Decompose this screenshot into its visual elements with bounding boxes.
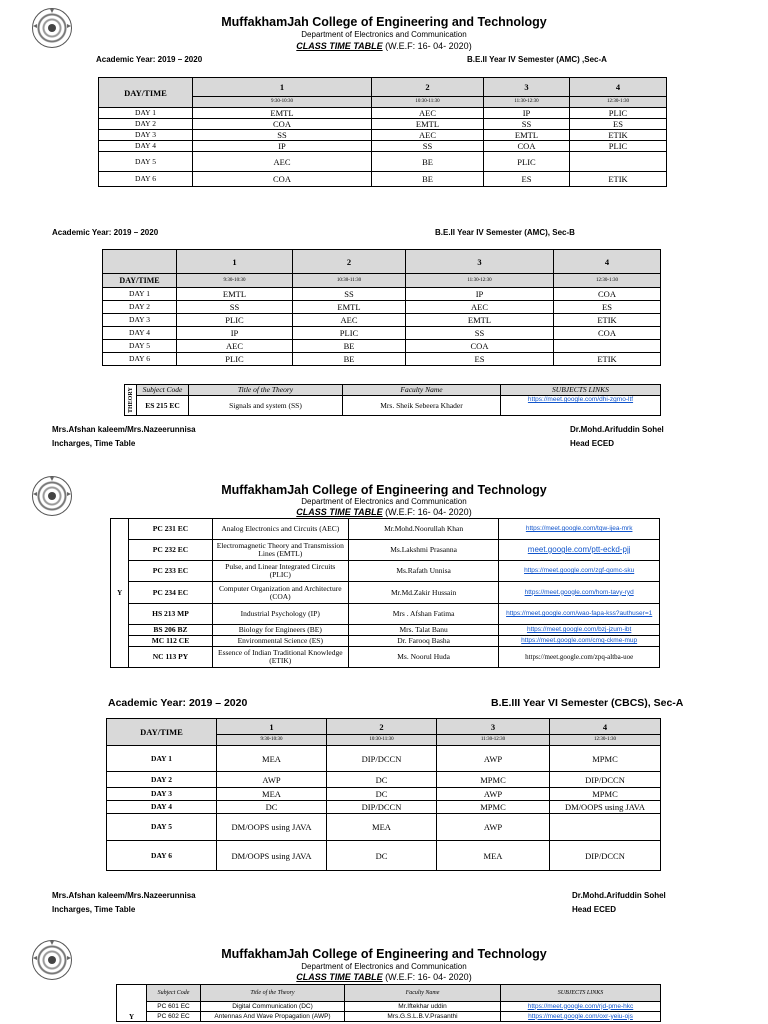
day-time-header: DAY/TIME: [103, 274, 177, 288]
day-label: DAY 3: [103, 314, 177, 327]
timetable-cell: PLIC: [570, 108, 667, 119]
timetable-cell: MEA: [437, 841, 550, 871]
timetable-cell: ETIK: [570, 130, 667, 141]
period-time: 9:30-10:30: [217, 735, 327, 746]
faculty-name: Ms.Rafath Unnisa: [348, 561, 498, 582]
subject-code: PC 233 EC: [129, 561, 212, 582]
day-label: DAY 6: [103, 353, 177, 366]
timetable-cell: EMTL: [484, 130, 570, 141]
day-label: DAY 4: [107, 801, 217, 814]
subject-link: https://meet.google.com/zpq-altba-uoe: [499, 647, 660, 668]
subject-link[interactable]: https://meet.google.com/oxr-yeiu-ojs: [501, 1012, 661, 1022]
timetable-cell: [570, 152, 667, 172]
college-name: MuffakhamJah College of Engineering and Technology: [221, 483, 547, 497]
subject-title: Antennas And Wave Propagation (AWP): [201, 1012, 345, 1022]
timetable-cell: AEC: [293, 314, 406, 327]
timetable-cell: IP: [406, 288, 554, 301]
day-label: DAY 1: [103, 288, 177, 301]
period-header: 4: [554, 250, 661, 274]
subject-link[interactable]: https://meet.google.com/tqw-ijea-mrk: [499, 519, 660, 540]
timetable-cell: COA: [406, 340, 554, 353]
theory-subjects-table: [110, 518, 660, 668]
timetable-cell: MPMC: [550, 746, 661, 772]
day-label: DAY 2: [107, 772, 217, 788]
day-label: DAY 5: [103, 340, 177, 353]
subject-code: PC 234 EC: [129, 582, 212, 604]
timetable-cell: SS: [372, 141, 484, 152]
timetable-cell: EMTL: [293, 301, 406, 314]
timetable-cell: ETIK: [554, 353, 661, 366]
subject-title: Essence of Indian Traditional Knowledge (ETIK): [212, 647, 348, 668]
semester-c: B.E.III Year VI Semester (CBCS), Sec-A: [491, 697, 684, 709]
theory-subjects-table: [116, 984, 661, 1022]
subject-title: Signals and system (SS): [189, 396, 343, 416]
day-label: DAY 6: [99, 172, 193, 187]
subject-title: Biology for Engineers (BE): [212, 625, 348, 636]
timetable-cell: EMTL: [406, 314, 554, 327]
timetable-cell: DIP/DCCN: [327, 746, 437, 772]
subject-title: Digital Communication (DC): [201, 1002, 345, 1012]
timetable-cell: COA: [554, 327, 661, 340]
timetable-cell: PLIC: [177, 353, 293, 366]
period-header: 2: [293, 250, 406, 274]
period-time: 10:30-11:30: [293, 274, 406, 288]
timetable-cell: DIP/DCCN: [327, 801, 437, 814]
period-time: 10:30-11:30: [327, 735, 437, 746]
timetable-cell: AWP: [437, 788, 550, 801]
subject-code: PC 232 EC: [129, 540, 212, 561]
class-time-table-label: CLASS TIME TABLE: [296, 41, 383, 51]
timetable-cell: MEA: [217, 746, 327, 772]
subject-link[interactable]: meet.google.com/ptt-eckd-pjj: [499, 540, 660, 561]
timetable-cell: MPMC: [437, 772, 550, 788]
incharges-names: Mrs.Afshan kaleem/Mrs.Nazeerunnisa: [52, 425, 196, 434]
period-header-blank: [103, 250, 177, 274]
academic-year-b: Academic Year: 2019 – 2020: [52, 228, 159, 237]
col-title: Title of the Theory: [201, 985, 345, 1002]
day-label: DAY 5: [107, 814, 217, 841]
period-header: 4: [570, 78, 667, 97]
subject-code: MC 112 CE: [129, 636, 212, 647]
department-name: Department of Electronics and Communication: [301, 30, 467, 39]
timetable-cell: SS: [484, 119, 570, 130]
timetable-cell: ETIK: [570, 172, 667, 187]
timetable-cell: ES: [554, 301, 661, 314]
subject-title: Pulse, and Linear Integrated Circuits (PLIC): [212, 561, 348, 582]
timetable-cell: ES: [484, 172, 570, 187]
timetable-cell: DIP/DCCN: [550, 841, 661, 871]
timetable-cell: IP: [193, 141, 372, 152]
timetable-cell: AEC: [372, 108, 484, 119]
signature-head: [572, 889, 666, 917]
period-header: 3: [437, 719, 550, 735]
day-label: DAY 3: [107, 788, 217, 801]
timetable-cell: AEC: [177, 340, 293, 353]
timetable-cell: PLIC: [293, 327, 406, 340]
subject-title: Industrial Psychology (IP): [212, 604, 348, 625]
semester-a: B.E.II Year IV Semester (AMC) ,Sec-A: [467, 55, 607, 64]
subject-link[interactable]: https://meet.google.com/zgf-qomc-sku: [499, 561, 660, 582]
timetable-cell: PLIC: [484, 152, 570, 172]
period-time: 11:30-12:30: [406, 274, 554, 288]
theory-subjects-table: [124, 384, 661, 416]
timetable-cell: AEC: [406, 301, 554, 314]
academic-year-c: Academic Year: 2019 – 2020: [108, 697, 248, 709]
signature-incharges: [52, 423, 196, 451]
col-faculty: Faculty Name: [345, 985, 501, 1002]
timetable-cell: COA: [193, 119, 372, 130]
day-time-header: DAY/TIME: [107, 719, 217, 746]
period-time: 9:30-10:30: [177, 274, 293, 288]
academic-year-a: Academic Year: 2019 – 2020: [96, 55, 203, 64]
timetable-cell: BE: [293, 353, 406, 366]
col-subject-code: Subject Code: [147, 985, 201, 1002]
timetable-cell: ETIK: [554, 314, 661, 327]
timetable-cell: DM/OOPS using JAVA: [217, 814, 327, 841]
timetable-cell: AWP: [437, 814, 550, 841]
timetable-cell: SS: [293, 288, 406, 301]
timetable-cell: MPMC: [437, 801, 550, 814]
subject-code: PC 601 EC: [147, 1002, 201, 1012]
day-label: DAY 3: [99, 130, 193, 141]
subject-code: NC 113 PY: [129, 647, 212, 668]
timetable-cell: EMTL: [193, 108, 372, 119]
day-label: DAY 6: [107, 841, 217, 871]
subject-code: PC 602 EC: [147, 1012, 201, 1022]
timetable-cell: COA: [484, 141, 570, 152]
class-time-table-title: [0, 41, 768, 51]
day-label: DAY 2: [103, 301, 177, 314]
timetable-cell: DC: [217, 801, 327, 814]
period-time: 11:30-12:30: [484, 97, 570, 108]
head-name: Dr.Mohd.Arifuddin Sohel: [570, 425, 664, 434]
timetable-cell: DM/OOPS using JAVA: [217, 841, 327, 871]
period-header: 2: [372, 78, 484, 97]
timetable-cell: DC: [327, 788, 437, 801]
timetable-sec-a: [98, 77, 667, 187]
day-label: DAY 1: [99, 108, 193, 119]
timetable-cell: COA: [193, 172, 372, 187]
period-time: 12:30-1:30: [570, 97, 667, 108]
timetable-cell: COA: [554, 288, 661, 301]
subject-title: Environmental Science (ES): [212, 636, 348, 647]
timetable-cell: DC: [327, 841, 437, 871]
timetable-cell: DC: [327, 772, 437, 788]
day-label: DAY 2: [99, 119, 193, 130]
signature-incharges: [52, 889, 196, 917]
faculty-name: Ms.Lakshmi Prasanna: [348, 540, 498, 561]
subject-link[interactable]: https://meet.google.com/bzj-jzum-ibt: [499, 625, 660, 636]
timetable-cell: AEC: [193, 152, 372, 172]
signature-head: [570, 423, 664, 451]
timetable-cell: DM/OOPS using JAVA: [550, 801, 661, 814]
period-header: 3: [406, 250, 554, 274]
timetable-cell: BE: [372, 172, 484, 187]
subject-link[interactable]: https://meet.google.com/rjd-pme-hkc: [501, 1002, 661, 1012]
timetable-cell: DIP/DCCN: [550, 772, 661, 788]
college-name: MuffakhamJah College of Engineering and Technology: [221, 15, 547, 29]
faculty-name: Mr.Mohd.Noorullah Khan: [348, 519, 498, 540]
faculty-name: Mrs.G.S.L.B.V.Prasanthi: [345, 1012, 501, 1022]
head-role: Head ECED: [570, 439, 615, 448]
incharges-names: Mrs.Afshan kaleem/Mrs.Nazeerunnisa: [52, 891, 196, 900]
class-time-table-title: [0, 507, 768, 517]
subject-code: PC 231 EC: [129, 519, 212, 540]
period-header: 1: [193, 78, 372, 97]
theory-side-label: THEORY: [125, 385, 137, 416]
subject-code: BS 206 BZ: [129, 625, 212, 636]
day-label: DAY 5: [99, 152, 193, 172]
timetable-cell: ES: [570, 119, 667, 130]
wef-date: (W.E.F: 16- 04- 2020): [385, 41, 472, 51]
theory-side-label: Y: [117, 985, 147, 1022]
period-time: 11:30-12:30: [437, 735, 550, 746]
semester-b: B.E.II Year IV Semester (AMC), Sec-B: [435, 228, 575, 237]
period-time: 12:30-1:30: [554, 274, 661, 288]
timetable-cell: SS: [177, 301, 293, 314]
period-time: 10:30-11:30: [372, 97, 484, 108]
subject-code: ES 215 EC: [137, 396, 189, 416]
period-time: 12:30-1:30: [550, 735, 661, 746]
subject-title: Electromagnetic Theory and Transmission Lines (EMTL): [212, 540, 348, 561]
timetable-cell: MPMC: [550, 788, 661, 801]
department-name: Department of Electronics and Communication: [301, 497, 467, 506]
timetable-cell: EMTL: [177, 288, 293, 301]
theory-side-label: Y: [111, 519, 129, 668]
wef-date: (W.E.F: 16- 04- 2020): [385, 972, 472, 982]
timetable-cell: SS: [406, 327, 554, 340]
class-time-table-label: CLASS TIME TABLE: [296, 507, 383, 517]
period-header: 1: [217, 719, 327, 735]
subject-link[interactable]: https://meet.google.com/hom-tavy-ryd: [499, 582, 660, 604]
day-label: DAY 1: [107, 746, 217, 772]
class-time-table-label: CLASS TIME TABLE: [296, 972, 383, 982]
timetable-cell: BE: [293, 340, 406, 353]
college-name: MuffakhamJah College of Engineering and Technology: [221, 947, 547, 961]
subject-link[interactable]: https://meet.google.com/dhi-zgmo-ltf: [501, 396, 661, 416]
faculty-name: Mrs. Sheik Sebeera Khader: [343, 396, 501, 416]
col-faculty: Faculty Name: [343, 385, 501, 396]
faculty-name: Mr.Md.Zakir Hussain: [348, 582, 498, 604]
col-links: SUBJECTS LINKS: [501, 385, 661, 396]
day-label: DAY 4: [103, 327, 177, 340]
col-subject-code: Subject Code: [137, 385, 189, 396]
period-time: 9:30-10:30: [193, 97, 372, 108]
faculty-name: Mrs. Talat Banu: [348, 625, 498, 636]
subject-code: HS 213 MP: [129, 604, 212, 625]
department-name: Department of Electronics and Communication: [301, 962, 467, 971]
subject-link[interactable]: https://meet.google.com/cmq-ckme-mup: [499, 636, 660, 647]
wef-date: (W.E.F: 16- 04- 2020): [385, 507, 472, 517]
incharges-role: Incharges, Time Table: [52, 905, 136, 914]
timetable-cell: PLIC: [177, 314, 293, 327]
faculty-name: Dr. Farooq Basha: [348, 636, 498, 647]
timetable-cell: IP: [484, 108, 570, 119]
period-header: 4: [550, 719, 661, 735]
head-role: Head ECED: [572, 905, 617, 914]
timetable-vi-sem: [106, 718, 661, 871]
timetable-cell: IP: [177, 327, 293, 340]
day-time-header: DAY/TIME: [99, 78, 193, 108]
subject-link[interactable]: https://meet.google.com/wao-fapa-kss?authuser=1: [499, 604, 660, 625]
timetable-cell: MEA: [217, 788, 327, 801]
timetable-cell: AEC: [372, 130, 484, 141]
subject-title: Computer Organization and Architecture (COA): [212, 582, 348, 604]
subject-title: Analog Electronics and Circuits (AEC): [212, 519, 348, 540]
head-name: Dr.Mohd.Arifuddin Sohel: [572, 891, 666, 900]
timetable-cell: ES: [406, 353, 554, 366]
period-header: 3: [484, 78, 570, 97]
timetable-cell: BE: [372, 152, 484, 172]
timetable-cell: [554, 340, 661, 353]
col-title: Title of the Theory: [189, 385, 343, 396]
timetable-cell: EMTL: [372, 119, 484, 130]
faculty-name: Ms. Noorul Huda: [348, 647, 498, 668]
faculty-name: Mr.Iftekhar uddin: [345, 1002, 501, 1012]
day-label: DAY 4: [99, 141, 193, 152]
timetable-cell: MEA: [327, 814, 437, 841]
col-links: SUBJECTS LINKS: [501, 985, 661, 1002]
incharges-role: Incharges, Time Table: [52, 439, 136, 448]
timetable-cell: AWP: [217, 772, 327, 788]
timetable-cell: SS: [193, 130, 372, 141]
timetable-cell: PLIC: [570, 141, 667, 152]
class-time-table-title: [0, 972, 768, 982]
period-header: 2: [327, 719, 437, 735]
faculty-name: Mrs . Afshan Fatima: [348, 604, 498, 625]
timetable-sec-b: [102, 249, 661, 366]
period-header: 1: [177, 250, 293, 274]
timetable-cell: [550, 814, 661, 841]
timetable-cell: AWP: [437, 746, 550, 772]
